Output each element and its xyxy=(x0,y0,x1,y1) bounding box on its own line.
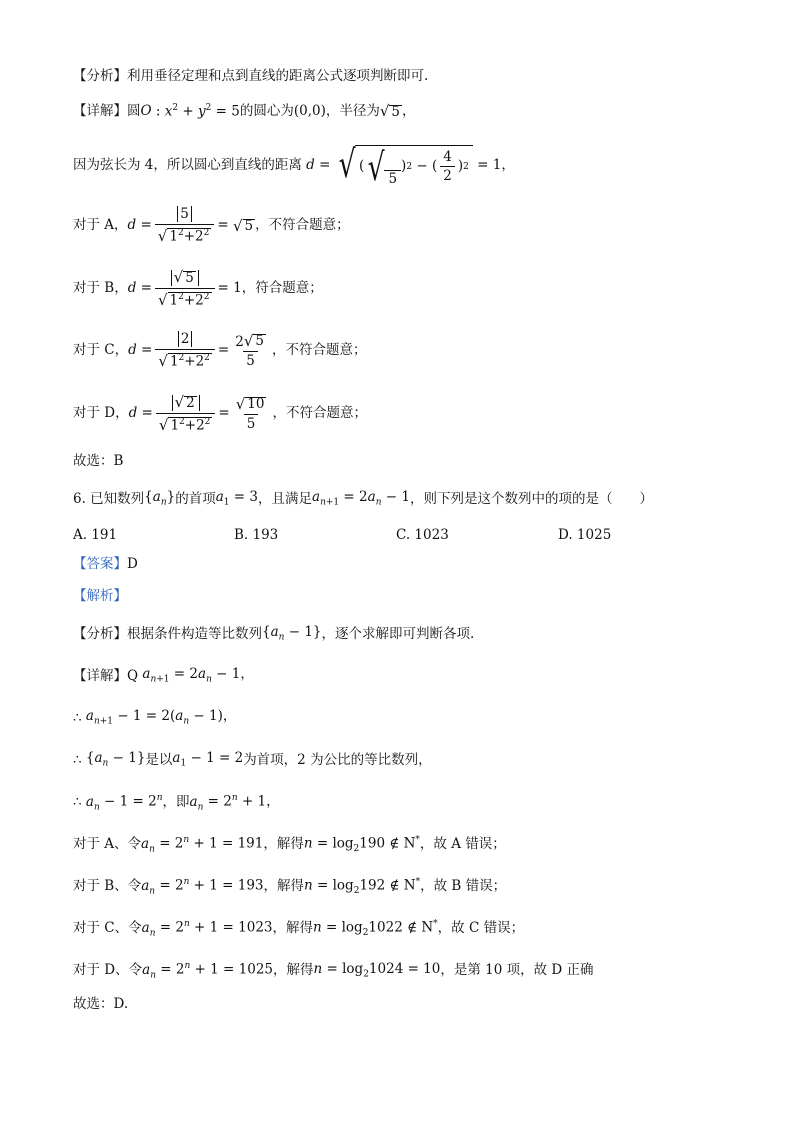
choose-line-2 xyxy=(73,998,128,1012)
therefore-symbol: ∴ xyxy=(73,709,82,726)
detail2-case-d xyxy=(73,962,594,980)
analysis-text: 利用垂径定理和点到直线的距离公式逐项判断即可. xyxy=(127,68,429,84)
math-sqrt5: √ 5 xyxy=(379,102,401,120)
math: = xyxy=(218,405,230,422)
math: $a_{n+1} = 2a_n - 1$， xyxy=(142,666,254,685)
solution-heading xyxy=(73,590,127,604)
text: ，逐个求解即可判断各项. xyxy=(321,625,475,642)
text: ，不符合题意； xyxy=(271,342,367,359)
math-frac: √ 5 √ $1^2+2^2$ xyxy=(155,270,215,308)
text: 根据条件构造等比数列 xyxy=(127,625,262,642)
option-a: A. 191 xyxy=(73,527,118,543)
text: 是以 xyxy=(145,751,173,768)
text: 对于 A， xyxy=(73,217,128,234)
text: ， xyxy=(501,156,515,173)
text: ，解得 xyxy=(273,962,314,979)
math: d = xyxy=(301,156,335,173)
analysis-tag: 【分析】 xyxy=(73,625,127,642)
math: d = xyxy=(128,405,153,422)
text: ，不符合题意； xyxy=(255,217,350,234)
detail2-line-1 xyxy=(73,668,254,685)
math: $n = \log_2192$ ∉ N* xyxy=(304,877,421,897)
text: ，符合题意； xyxy=(241,280,323,297)
answer-value: D xyxy=(127,556,138,572)
therefore-symbol: ∴ xyxy=(73,751,82,768)
math: $a_1 - 1 = 2$ xyxy=(172,750,244,769)
text: 圆 xyxy=(127,102,141,119)
text: ，故 C 错误； xyxy=(437,920,525,937)
text: ， xyxy=(402,102,416,119)
math: $a_{n+1} = 2a_n - 1$ xyxy=(312,489,410,508)
text: 对于 C， xyxy=(73,342,129,359)
math: $a_n - 1 = 2^n$ xyxy=(85,793,163,813)
detail2-line-3 xyxy=(73,752,432,769)
text: ，是第 10 项，故 D 正确 xyxy=(440,962,594,979)
text: ，解得 xyxy=(263,878,305,895)
math: $a_n = 2^n + 1 = 1025$ xyxy=(142,961,273,981)
option-d: D. 1025 xyxy=(558,527,612,543)
math-frac: 2 √ 5 5 xyxy=(235,331,264,369)
math: $n = \log_2190$ ∉ N* xyxy=(303,835,420,855)
detail2-case-a xyxy=(73,836,506,854)
text: ，故 B 错误； xyxy=(420,878,507,895)
solution-tag: 【解析】 xyxy=(73,588,127,604)
math: = xyxy=(217,342,230,359)
math: $a_1 = 3$ xyxy=(215,489,258,508)
math-circle-eq: O xyxy=(140,102,152,119)
answer-line xyxy=(73,558,138,572)
math: $a_n = 2^n + 1 = 193$ xyxy=(141,877,264,897)
detail-tag: 【详解】 xyxy=(73,102,127,119)
detail2-line-4 xyxy=(73,794,280,812)
detail-line-1 xyxy=(73,104,416,119)
math: $\{a_n\}$ xyxy=(144,489,176,508)
math-frac: 5 √ $1^2+2^2$ xyxy=(155,208,215,244)
text: 的首项 xyxy=(175,490,216,507)
detail-tag: 【详解】 xyxy=(73,667,127,684)
math: $\{a_n - 1\}$ xyxy=(81,750,146,769)
choose-line-1 xyxy=(73,455,123,469)
math: : $x^2 + y^2 = 5$ xyxy=(151,103,240,120)
math: = 1 xyxy=(472,156,502,173)
math: √ 5 xyxy=(232,216,254,235)
text: 6. 已知数列 xyxy=(73,490,145,507)
case-d-line xyxy=(73,395,367,433)
math: $a_n = 2^n + 1$， xyxy=(189,793,280,813)
text: ，故 A 错误； xyxy=(419,836,506,853)
text: 的圆心为 xyxy=(239,102,294,119)
text: ，即 xyxy=(162,794,190,811)
detail2-case-b xyxy=(73,878,506,896)
text: 对于 B， xyxy=(73,280,128,297)
analysis-tag: 【分析】 xyxy=(73,68,127,84)
detail2-case-c xyxy=(73,920,524,938)
math: $n = \log_21022$ ∉ N* xyxy=(313,919,438,939)
math: = 1 xyxy=(217,280,242,297)
option-c: C. 1023 xyxy=(396,527,449,543)
text: 对于 D、令 xyxy=(73,962,143,979)
text: ，则下列是这个数列中的项的是（ ） xyxy=(409,490,653,507)
math: d = xyxy=(127,280,152,297)
detail-line-2 xyxy=(73,142,515,189)
math-frac: 2 √ $1^2+2^2$ xyxy=(155,333,215,369)
math-big-sqrt: √ ( √ 5 ) 2 − ( $\frac{4}{2}$ ) 2 xyxy=(335,145,473,186)
detail2-line-2 xyxy=(73,710,236,727)
case-b-line xyxy=(73,270,323,308)
text: 故选：D. xyxy=(73,996,129,1012)
math: d = xyxy=(127,217,152,234)
analysis-line-1 xyxy=(73,70,428,84)
math-center: (0,0) xyxy=(293,102,326,119)
text: ，解得 xyxy=(263,836,304,853)
math: $n = \log_21024 = 10$ xyxy=(313,960,441,980)
math: $\{a_n - 1\}$ xyxy=(262,624,322,643)
math: $a_{n+1} - 1 = 2(a_n - 1)$， xyxy=(85,708,237,727)
text: 因为弦长为 4，所以圆心到直线的距离 xyxy=(73,156,302,173)
text: ，且满足 xyxy=(258,490,312,507)
text: 对于 A、令 xyxy=(73,836,142,853)
text: 故选：B xyxy=(73,453,124,469)
text: ，解得 xyxy=(272,920,313,937)
math-frac: √ 10 5 xyxy=(235,394,265,432)
text: 为首项，2 为公比的等比数列， xyxy=(243,751,432,768)
therefore-symbol: ∴ xyxy=(73,794,82,811)
math: = xyxy=(217,217,233,234)
text: 对于 B、令 xyxy=(73,878,142,895)
math: $a_n = 2^n + 1 = 191$ xyxy=(141,835,264,855)
option-b: B. 193 xyxy=(234,527,279,543)
text: ，半径为 xyxy=(325,102,380,119)
text: Q xyxy=(127,667,139,684)
analysis-line-2 xyxy=(73,626,474,643)
case-a-line xyxy=(73,208,350,244)
case-c-line xyxy=(73,333,366,369)
text: ，不符合题意； xyxy=(272,405,367,422)
question-6 xyxy=(73,491,653,508)
math-frac: √ 2 √ $1^2+2^2$ xyxy=(156,395,216,433)
text: 对于 D， xyxy=(73,405,129,422)
text: 对于 C、令 xyxy=(73,920,142,937)
answer-tag: 【答案】 xyxy=(73,556,127,572)
math: $a_n = 2^n + 1 = 1023$ xyxy=(141,919,273,939)
math: d = xyxy=(128,342,153,359)
